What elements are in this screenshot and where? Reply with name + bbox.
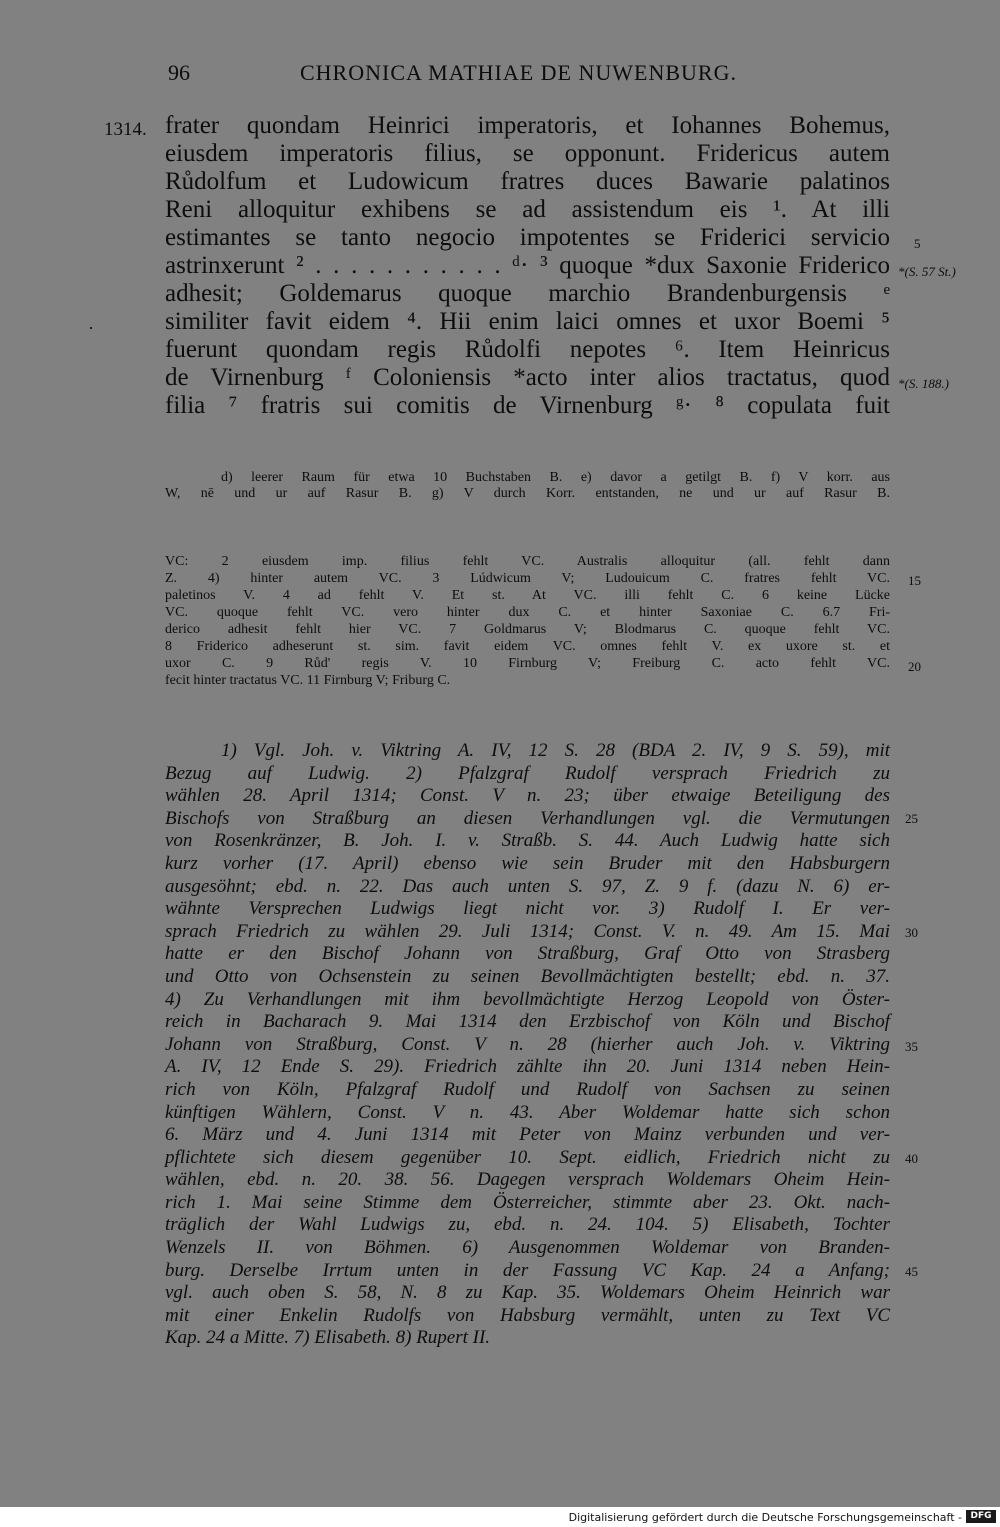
main-text-line: fuerunt quondam regis Růdolfi nepotes ⁶. Item Heinricus — [165, 336, 890, 363]
footnote-line: wählen 28. April 1314; Const. V n. 23; über etwaige Beteiligung des — [165, 785, 890, 807]
main-text — [165, 112, 890, 420]
year-marker: 1314. — [104, 119, 147, 140]
footnote-line: vgl. auch oben S. 58, N. 8 zu Kap. 35. Woldemars Oheim Heinrich war — [165, 1282, 890, 1304]
variant-line: paletinos V. 4 ad fehlt V. Et st. At VC. illi fehlt C. 6 keine Lücke — [165, 588, 890, 603]
footnote-line: pflichtete sich diesem gegenüber 10. Sept. eidlich, Friedrich nicht zu — [165, 1146, 890, 1168]
footer-bar — [0, 1507, 1000, 1527]
main-text-line: estimantes se tanto negocio impotentes se Friderici servicio — [165, 224, 890, 251]
variant-readings — [165, 553, 890, 689]
margin-line-number: 35 — [905, 1039, 918, 1054]
variant-line: fecit hinter tractatus VC. 11 Firnburg V; Friburg C. — [165, 673, 451, 688]
margin-ref: *(S. 57 St.) — [898, 264, 956, 279]
footnote-line: sprach Friedrich zu wählen 29. Juli 1314; Const. V. n. 49. Am 15. Mai — [165, 920, 890, 942]
main-text-line: similiter favit eidem ⁴. Hii enim laici omnes et uxor Boemi ⁵ — [165, 308, 890, 335]
speck-mark — [90, 327, 92, 329]
footnote-line: Wenzels II. von Böhmen. 6) Ausgenommen Woldemar von Branden- — [165, 1237, 890, 1259]
footnote-line: burg. Derselbe Irrtum unten in der Fassung VC Kap. 24 a Anfang; — [165, 1259, 890, 1281]
footnote-line: Bezug auf Ludwig. 2) Pfalzgraf Rudolf versprach Friedrich zu — [165, 762, 890, 784]
apparatus-line: d) leerer Raum für etwa 10 Buchstaben B. e) davor a getilgt B. f) V korr. aus — [221, 470, 890, 485]
main-text-line: filia ⁷ fratris sui comitis de Virnenburg ᵍ· ⁸ copulata fuit — [165, 392, 890, 419]
footnote-line: A. IV, 12 Ende S. 29). Friedrich zählte ihn 20. Juni 1314 neben Hein- — [165, 1056, 890, 1078]
main-text-line: astrinxerunt ² . . . . . . . . . . . ᵈ· ³ quoque *dux Saxonie Friderico — [165, 252, 890, 279]
footnote-line: 6. März und 4. Juni 1314 mit Peter von Mainz verbunden und ver- — [165, 1124, 890, 1146]
critical-apparatus — [165, 470, 890, 502]
margin-line-number: 5 — [914, 236, 921, 251]
apparatus-line: W, nē und ur auf Rasur B. g) V durch Korr. entstanden, ne und ur auf Rasur B. — [165, 486, 890, 501]
footnote-line: künftigen Wählern, Const. V n. 43. Aber Woldemar hatte sich schon — [165, 1101, 890, 1123]
footnote-line: kurz vorher (17. April) ebenso wie sein Bruder mit den Habsburgern — [165, 852, 890, 874]
footnote-line: wähnte Versprechen Ludwigs liegt nicht vor. 3) Rudolf I. Er ver- — [165, 898, 890, 920]
footnote-line: Kap. 24 a Mitte. 7) Elisabeth. 8) Rupert II. — [165, 1327, 491, 1349]
variant-line: uxor C. 9 Růd' regis V. 10 Firnburg V; Freiburg C. acto fehlt VC. — [165, 656, 890, 671]
running-title: CHRONICA MATHIAE DE NUWENBURG. — [300, 60, 737, 85]
main-text-line: Růdolfum et Ludowicum fratres duces Bawarie palatinos — [165, 168, 890, 195]
main-text-line: de Virnenburg ᶠ Coloniensis *acto inter alios tractatus, quod — [165, 364, 890, 391]
footnote-line: und Otto von Ochsenstein zu seinen Bevollmächtigten bestellt; ebd. n. 37. — [165, 965, 890, 987]
footnote-line: Johann von Straßburg, Const. V n. 28 (hierher auch Joh. v. Viktring — [165, 1033, 890, 1055]
footnote-line: hatte er den Bischof Johann von Straßburg, Graf Otto von Strasberg — [165, 943, 890, 965]
variant-line: VC. quoque fehlt VC. vero hinter dux C. et hinter Saxoniae C. 6.7 Fri- — [165, 605, 890, 620]
footnote-line: rich von Köln, Pfalzgraf Rudolf und Rudolf von Sachsen zu seinen — [165, 1078, 890, 1100]
footer-credit: Digitalisierung gefördert durch die Deutsche Forschungsgemeinschaft - — [568, 1511, 962, 1524]
footnote-line: rich 1. Mai seine Stimme dem Österreicher, stimmte aber 23. Okt. nach- — [165, 1191, 890, 1213]
footnote-line: 1) Vgl. Joh. v. Viktring A. IV, 12 S. 28 (BDA 2. IV, 9 S. 59), mit — [221, 740, 890, 761]
footnote-line: Bischofs von Straßburg an diesen Verhandlungen vgl. die Vermutungen — [165, 807, 890, 829]
main-text-line: adhesit; Goldemarus quoque marchio Brandenburgensis ᵉ — [165, 280, 890, 307]
main-text-line: Reni alloquitur exhibens se ad assistendum eis ¹. At illi — [165, 196, 890, 223]
margin-ref: *(S. 188.) — [898, 376, 949, 391]
variant-line: Z. 4) hinter autem VC. 3 Lúdwicum V; Ludouicum C. fratres fehlt VC. — [165, 571, 890, 586]
page-number: 96 — [168, 60, 190, 85]
variant-line: 8 Friderico adheserunt st. sim. favit eidem VC. omnes fehlt V. ex uxore st. et — [165, 639, 890, 654]
margin-line-number: 25 — [905, 811, 918, 826]
footnote-line: träglich der Wahl Ludwigs zu, ebd. n. 24. 104. 5) Elisabeth, Tochter — [165, 1214, 890, 1236]
footnotes — [165, 740, 890, 1350]
margin-line-number: 15 — [908, 573, 921, 588]
footnote-line: reich in Bacharach 9. Mai 1314 den Erzbischof von Köln und Bischof — [165, 1011, 890, 1033]
dfg-logo-icon[interactable]: DFG — [966, 1510, 996, 1523]
main-text-line: eiusdem imperatoris filius, se opponunt. Fridericus autem — [165, 140, 890, 167]
footnote-line: ausgesöhnt; ebd. n. 22. Das auch unten S. 97, Z. 9 f. (dazu N. 6) er- — [165, 875, 890, 897]
footnote-line: wählen, ebd. n. 20. 38. 56. Dagegen versprach Woldemars Oheim Hein- — [165, 1169, 890, 1191]
main-text-line: frater quondam Heinrici imperatoris, et Iohannes Bohemus, — [165, 112, 890, 139]
footnote-line: von Rosenkränzer, B. Joh. I. v. Straßb. S. 44. Auch Ludwig hatte sich — [165, 830, 890, 852]
margin-line-number: 30 — [905, 925, 918, 940]
footnote-line: 4) Zu Verhandlungen mit ihm bevollmächtigte Herzog Leopold von Öster- — [165, 988, 890, 1010]
margin-line-number: 20 — [908, 659, 921, 674]
footnote-line: mit einer Enkelin Rudolfs von Habsburg vermählt, unten zu Text VC — [165, 1304, 890, 1326]
margin-line-number: 40 — [905, 1151, 918, 1166]
variant-line: derico adhesit fehlt hier VC. 7 Goldmarus V; Blodmarus C. quoque fehlt VC. — [165, 622, 890, 637]
variant-line: VC: 2 eiusdem imp. filius fehlt VC. Australis alloquitur (all. fehlt dann — [165, 554, 890, 569]
margin-line-number: 45 — [905, 1264, 918, 1279]
